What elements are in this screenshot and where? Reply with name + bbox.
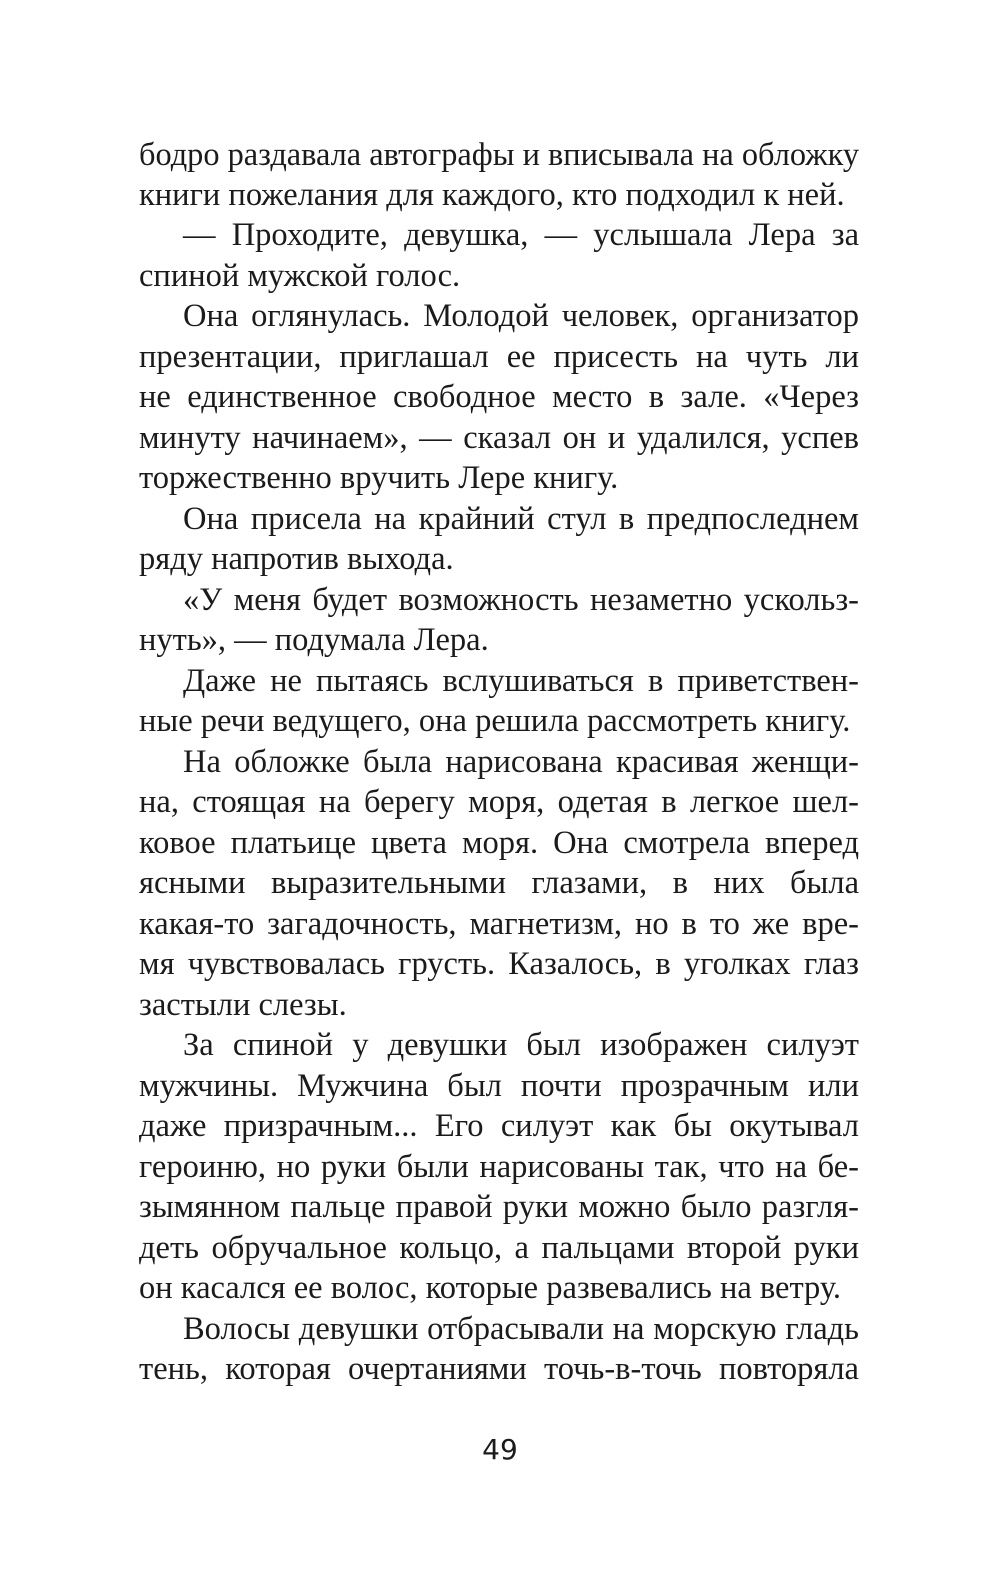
text-line: Даже не пытаясь вслушиваться в приветствен- <box>183 662 859 699</box>
text-line: За спиной у девушки был изображен силуэт <box>183 1027 859 1063</box>
text-line: даже призрачным... Его силуэт как бы окутывал <box>139 1108 859 1144</box>
text-line: минуту начинаем», — сказал он и удалился, успев <box>139 419 859 456</box>
text-line: мя чувствовалась грусть. Казалось, в уголках глаз <box>139 946 859 982</box>
text-line: «У меня будет возможность незаметно ускольз- <box>183 581 859 618</box>
text-line: деть обручальное кольцо, а пальцами второй руки <box>139 1229 859 1266</box>
text-line: бодро раздавала автографы и вписывала на обложку <box>139 136 859 172</box>
text-line: — Проходите, девушка, — услышала Лера за <box>183 217 859 253</box>
body-text <box>139 134 859 1390</box>
text-line: застыли слезы. <box>139 986 347 1023</box>
text-line: героиню, но руки были нарисованы так, что на бе- <box>139 1148 859 1185</box>
text-line: ясными выразительными глазами, в них была <box>139 865 859 901</box>
text-line: какая-то загадочность, магнетизм, но в то же вре- <box>139 905 859 942</box>
page-number: 49 <box>482 1433 518 1466</box>
text-line: нуть», — подумала Лера. <box>139 622 489 658</box>
text-line: ные речи ведущего, она решила рассмотреть книгу. <box>139 703 851 739</box>
text-line: ковое платьице цвета моря. Она смотрела вперед <box>139 824 859 861</box>
text-line: книги пожелания для каждого, кто подходил к ней. <box>139 176 845 213</box>
text-line: мужчины. Мужчина был почти прозрачным или <box>139 1067 859 1104</box>
text-line: торжественно вручить Лере книгу. <box>139 460 619 496</box>
text-line: Она присела на крайний стул в предпоследнем <box>183 500 859 537</box>
text-line: ряду напротив выхода. <box>139 541 454 577</box>
text-line: он касался ее волос, которые развевались на ветру. <box>139 1270 842 1306</box>
text-line: На обложке была нарисована красивая женщи- <box>183 743 859 780</box>
text-line: презентации, приглашал ее присесть на чуть ли <box>139 338 859 375</box>
text-line: тень, которая очертаниями точь-в-точь повторяла <box>139 1351 859 1387</box>
text-line: на, стоящая на берегу моря, одетая в легкое шел- <box>139 784 859 820</box>
text-line: зымянном пальце правой руки можно было разгля- <box>139 1189 859 1225</box>
text-line: Волосы девушки отбрасывали на морскую гладь <box>183 1310 859 1347</box>
text-line: не единственное свободное место в зале. «Через <box>139 379 859 415</box>
text-line: Она оглянулась. Молодой человек, организатор <box>183 298 859 334</box>
text-line: спиной мужской голос. <box>139 257 461 294</box>
